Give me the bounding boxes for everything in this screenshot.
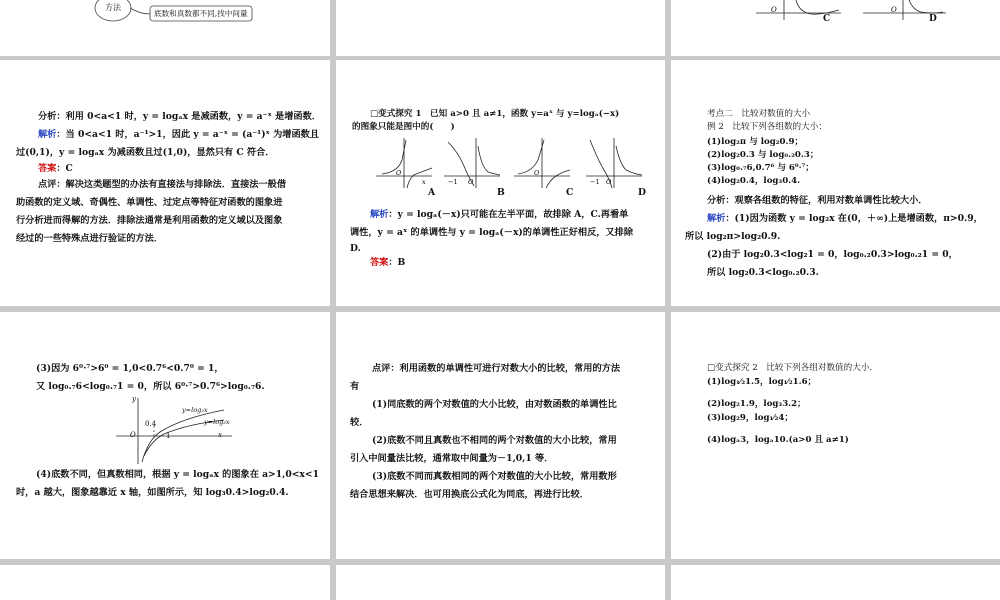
solution-line-2: 调性，y = aˣ 的单调性与 y = logₐ(－x)的单调性正好相反，又排除 xyxy=(350,227,634,238)
svg-text:O: O xyxy=(396,169,402,177)
option-c-label: C xyxy=(823,14,831,24)
solution-label: 解析 xyxy=(707,213,726,224)
slide-example-2 xyxy=(671,60,1000,306)
solution-line-3: (2)由于 log₂0.3<log₂1 = 0，log₀.₂0.3>log₀.₂1 = 0， xyxy=(707,249,958,260)
item-2: (2)log₂0.3 与 log₀.₂0.3； xyxy=(707,150,819,160)
svg-text:x: x xyxy=(422,178,426,186)
comment-line-5: (2)底数不同且真数也不相同的两个对数值的大小比较，常用 xyxy=(372,435,617,446)
answer-value: ：C xyxy=(56,163,73,174)
slide-r0-right xyxy=(671,0,1000,56)
comment-line-3: 行分析进而得解的方法．排除法通常是利用函数的定义域以及图象 xyxy=(16,215,283,226)
tick-0-4: 0.4 xyxy=(145,420,157,428)
option-a: A xyxy=(428,187,436,198)
solution-line-1 xyxy=(707,210,983,228)
comment-line-2: 助函数的定义域、奇偶性、单调性、过定点等特征对函数的图象进 xyxy=(16,197,283,208)
comment-line-6: 引入中间量法比较，通常取中间量为－1,0,1 等． xyxy=(350,453,554,464)
answer-label: 答案 xyxy=(370,257,389,268)
tick-1: 1 xyxy=(166,432,171,440)
answer-label: 答案 xyxy=(38,163,57,174)
svg-text:O: O xyxy=(771,6,777,14)
variant-title: □变式探究 2 比较下列各组对数值的大小． xyxy=(707,363,879,373)
analysis-line: 分析：利用 0<a<1 时，y = logₐx 是减函数，y = a⁻ˣ 是增函数． xyxy=(38,111,321,122)
svg-text:O: O xyxy=(606,178,612,186)
text-line-3: (4)底数不同，但真数相同，根据 y = logₐx 的图象在 a>1,0<x<1 xyxy=(36,469,320,480)
option-d: D xyxy=(638,187,646,198)
solution-line-3: D. xyxy=(350,243,361,254)
graph-a xyxy=(376,138,432,188)
text-line-1: (3)因为 6⁰·⁷>6⁰ = 1,0<0.7⁶<0.7⁰ = 1， xyxy=(36,363,224,374)
svg-text:−1: −1 xyxy=(590,178,600,186)
answer-value: ：B xyxy=(388,257,406,268)
comment-line-1: 点评：利用函数的单调性可进行对数大小的比较，常用的方法 xyxy=(372,363,621,374)
solution-line-2: 所以 log₂π>log₂0.9. xyxy=(685,231,781,242)
slide-r3-right xyxy=(671,565,1000,600)
solution-text-1: ：y = logₐ(－x)只可能在左半平面，故排除 A，C.再看单 xyxy=(388,209,629,220)
svg-text:O: O xyxy=(468,178,474,186)
question-line-1: □变式探究 1 已知 a>0 且 a≠1，函数 y=aˣ 与 y=logₐ(−x) xyxy=(370,109,620,119)
text-line-2: 又 log₀.₇6<log₀.₇1 = 0，所以 6⁰·⁷>0.7⁶>log₀.₇6. xyxy=(36,381,265,392)
slide-r3-mid xyxy=(336,565,665,600)
slide-comment xyxy=(336,312,665,559)
svg-text:−1: −1 xyxy=(448,178,458,186)
comment-line-1: 点评：解决这类题型的办法有直接法与排除法．直接法一般借 xyxy=(38,179,287,190)
solution-line-1 xyxy=(38,126,319,144)
solution-label: 解析 xyxy=(38,129,57,140)
answer-line xyxy=(370,254,405,272)
option-d-label: D xyxy=(929,14,937,24)
item-1: (1)log₂π 与 log₂0.9； xyxy=(707,137,804,147)
graph-fragment xyxy=(671,0,1000,56)
graph-c xyxy=(514,138,570,188)
comment-line-8: 结合思想来解决．也可用换底公式化为同底，再进行比较． xyxy=(350,489,589,500)
method-label: 方法 xyxy=(105,3,121,12)
item-1: (1)log₁⁄₂1.5，log₁⁄₂1.6； xyxy=(707,377,817,387)
item-2: (2)log₂1.9，log₃3.2； xyxy=(707,399,806,409)
svg-text:O: O xyxy=(891,6,897,14)
curve-label-log3: y=log₃x xyxy=(204,418,230,426)
comment-line-3: (1)同底数的两个对数值的大小比较，由对数函数的单调性比 xyxy=(372,399,617,410)
axis-x: x xyxy=(218,431,222,439)
solution-text-1: ：当 0<a<1 时，a⁻¹>1，因此 y = a⁻ˣ = (a⁻¹)ˣ 为增函数且 xyxy=(56,129,320,140)
slide-r3-left xyxy=(0,565,330,600)
mind-map-box-text: 底数和真数都不同,找中间量 xyxy=(154,9,248,18)
option-b: B xyxy=(497,187,505,198)
curve-label-log2: y=log₂x xyxy=(182,406,208,414)
graph-d xyxy=(586,138,642,188)
item-3: (3)log₀.₇6,0.7⁶ 与 6⁰·⁷； xyxy=(707,163,814,173)
text-line-4: 时，a 越大，图象越靠近 x 轴，如图所示，知 log₃0.4>log₂0.4. xyxy=(16,487,289,498)
solution-label: 解析 xyxy=(370,209,389,220)
slide-variant-2 xyxy=(671,312,1000,559)
comment-line-2: 有 xyxy=(350,381,360,392)
slide-r0-mid xyxy=(336,0,665,56)
section-heading: 考点二 比较对数值的大小 xyxy=(707,109,811,119)
item-4: (4)logₐ3，logₐ10.(a>0 且 a≠1) xyxy=(707,435,849,445)
axis-y: y xyxy=(132,395,136,403)
question-line-2: 的图象只能是图中的( ) xyxy=(352,122,455,132)
item-4: (4)log₂0.4，log₃0.4. xyxy=(707,176,801,186)
solution-text-1: ：(1)因为函数 y = log₂x 在(0，＋∞)上是增函数，π>0.9， xyxy=(725,213,983,224)
solution-line-4: 所以 log₂0.3<log₀.₂0.3. xyxy=(707,267,819,278)
example-heading: 例 2 比较下列各组数的大小： xyxy=(707,122,827,132)
svg-text:O: O xyxy=(534,169,540,177)
solution-line-1 xyxy=(370,206,628,224)
slide-example-2-cont xyxy=(0,312,330,559)
comment-line-4: 经过的一些特殊点进行验证的方法． xyxy=(16,233,163,244)
comment-line-7: (3)底数不同而真数相同的两个对数值的大小比较，常用数形 xyxy=(372,471,617,482)
comment-line-4: 较． xyxy=(350,417,369,428)
slide-variant-1 xyxy=(336,60,665,306)
graph-b xyxy=(444,138,500,188)
solution-line-2: 过(0,1)，y = logₐx 为减函数且过(1,0)，显然只有 C 符合． xyxy=(16,147,275,158)
option-c: C xyxy=(566,187,574,198)
origin-label: O xyxy=(130,431,136,439)
analysis-line: 分析：观察各组数的特征，利用对数单调性比较大小． xyxy=(707,195,928,206)
slide-r0-left xyxy=(0,0,330,56)
item-3: (3)log₂9，log₁⁄₂4； xyxy=(707,413,793,423)
slide-example-1-answer xyxy=(0,60,330,306)
